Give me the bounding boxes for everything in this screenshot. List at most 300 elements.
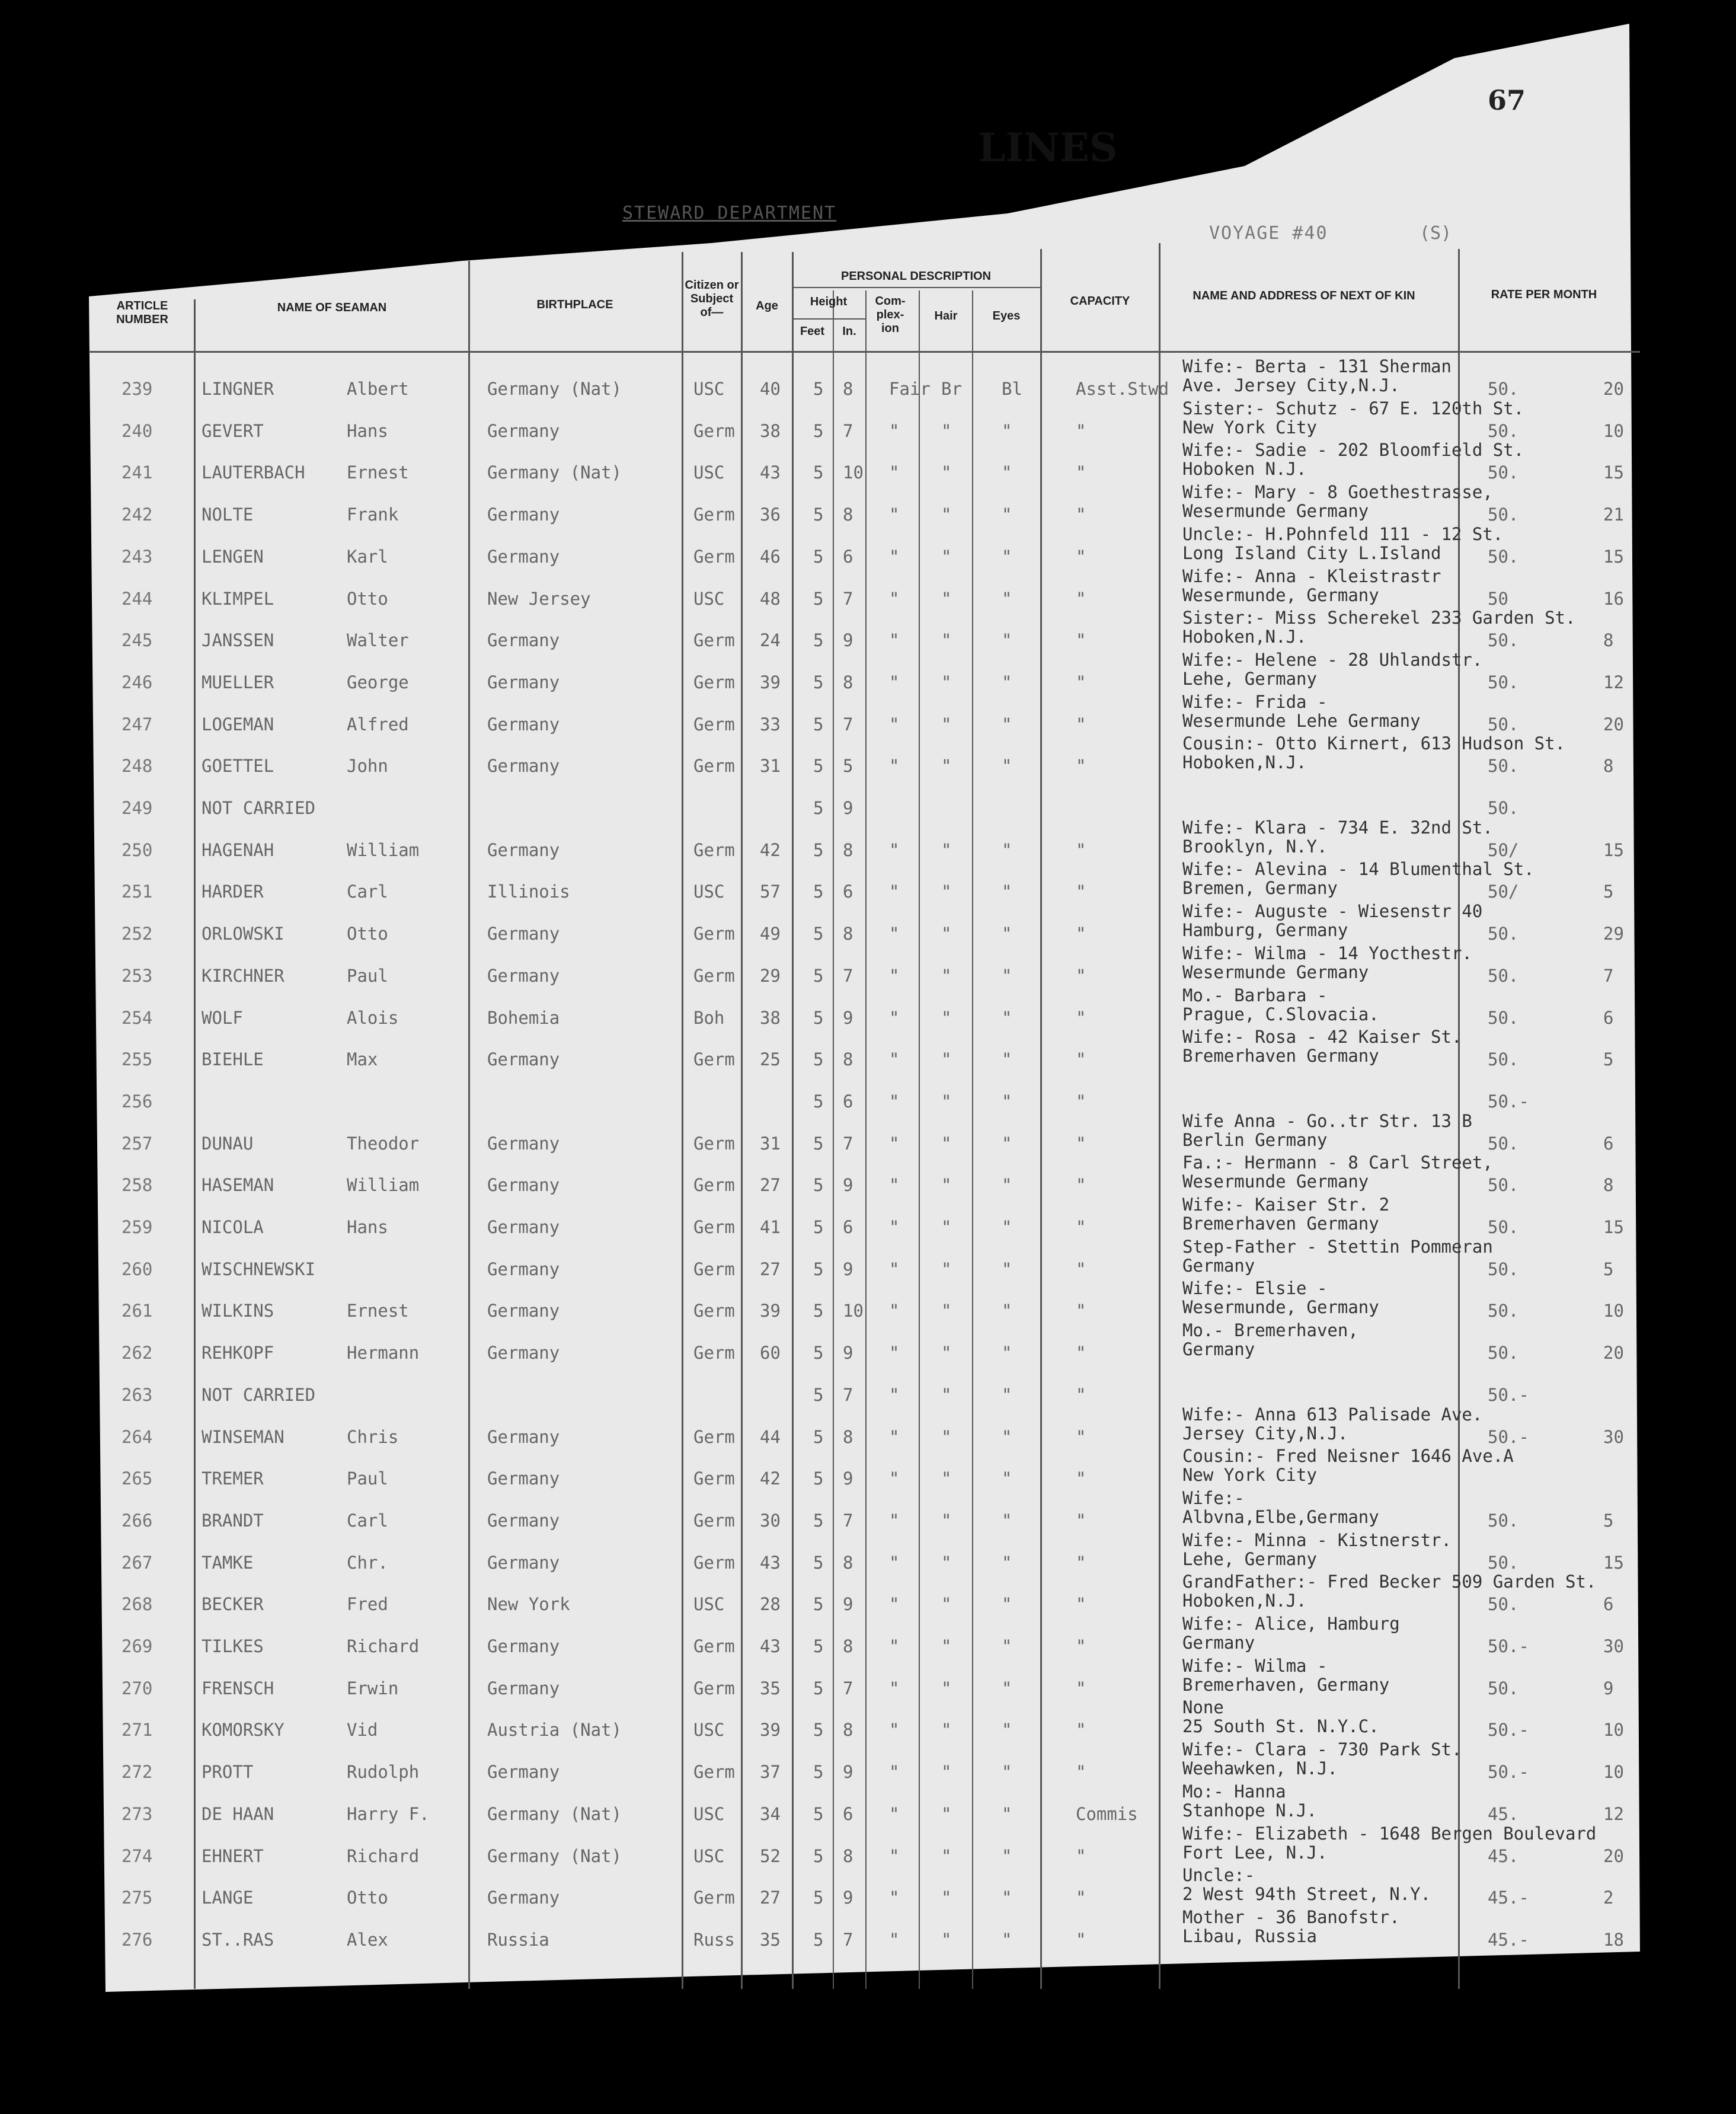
capacity: " [1076,1929,1086,1950]
age: 46 [760,546,781,567]
capacity: " [1076,1426,1086,1447]
birthplace: Germany (Nat) [487,1845,622,1866]
rate: 45.- [1488,1929,1529,1950]
seaman-surname: WISCHNEWSKI [202,1259,316,1279]
seaman-surname: EHNERT [202,1845,264,1866]
complexion: " [889,1175,900,1196]
capacity: " [1076,714,1086,735]
age: 38 [760,1007,781,1028]
citizenship: Germ [693,965,735,986]
rate: 50. [1488,924,1519,944]
height-inches: 6 [843,1091,853,1112]
next-of-kin-name: Wife:- Kaiser Str. 2 [1182,1195,1390,1215]
rate-extra: 6 [1603,1594,1614,1615]
next-of-kin-name: Wife:- Berta - 131 Sherman [1182,356,1452,376]
rate: 50. [1488,1259,1519,1279]
seaman-given-name: Albert [347,379,409,399]
seaman-given-name: Max [347,1049,378,1070]
seaman-given-name: Ernest [347,1301,409,1321]
capacity: " [1076,1007,1086,1028]
rate: 50. [1488,1217,1519,1237]
citizenship: Germ [693,1217,735,1237]
seaman-given-name: Karl [347,546,388,567]
next-of-kin-address: Bremerhaven, Germany [1182,1674,1390,1695]
next-of-kin-address: Hoboken,N.J. [1182,1591,1307,1611]
birthplace: Germany (Nat) [487,1803,622,1824]
complexion: " [889,420,900,441]
rate-extra: 9 [1603,1678,1614,1698]
citizenship: Germ [693,756,735,777]
complexion: " [889,1343,900,1363]
next-of-kin-name: Uncle:- H.Pohnfeld 111 - 12 St. [1182,523,1504,544]
next-of-kin-address: Long Island City L.Island [1182,542,1441,563]
eyes: " [1002,1091,1012,1112]
next-of-kin-name: Mo.- Bremerhaven, [1182,1320,1358,1341]
age: 40 [760,379,781,399]
complexion: " [889,672,900,692]
eyes: " [1002,1636,1012,1656]
rate: 50. [1488,756,1519,777]
complexion: " [889,1301,900,1321]
eyes: " [1002,462,1012,483]
rate: 50. [1488,1678,1519,1698]
rate: 50.- [1488,1636,1529,1656]
hair: " [941,924,952,944]
height-inches: 5 [843,756,853,777]
age: 31 [760,756,781,777]
next-of-kin-name: Sister:- Miss Scherekel 233 Garden St. [1182,608,1576,628]
rate: 45. [1488,1845,1519,1866]
citizenship: Germ [693,1552,735,1573]
seaman-surname: TILKES [202,1636,264,1656]
hair: " [941,1762,952,1783]
next-of-kin-address: Germany [1182,1339,1255,1360]
complexion: " [889,1845,900,1866]
rate-extra: 20 [1603,714,1624,735]
complexion: " [889,1552,900,1573]
birthplace: Bohemia [487,1007,560,1028]
next-of-kin-address: Hoboken N.J. [1182,459,1307,480]
hair: " [941,1091,952,1112]
birthplace: Germany (Nat) [487,379,622,399]
col-rate-per-month: RATE PER MONTH [1491,288,1597,301]
hair: " [941,1133,952,1154]
seaman-surname: GEVERT [202,420,264,441]
article-number: 268 [122,1594,153,1615]
seaman-given-name: Chris [347,1426,399,1447]
next-of-kin-address: Germany [1182,1633,1255,1653]
height-inches: 7 [843,714,853,735]
rate-extra: 5 [1603,1510,1614,1531]
citizenship: Germ [693,1049,735,1070]
hair: " [941,1007,952,1028]
rate: 50.- [1488,1762,1529,1783]
seaman-surname: WINSEMAN [202,1426,284,1447]
hair: " [941,1343,952,1363]
height-feet: 5 [813,462,824,483]
rate-extra: 12 [1603,1803,1624,1824]
seaman-given-name: Chr. [347,1552,388,1573]
citizenship: USC [693,1720,725,1741]
age: 43 [760,1636,781,1656]
next-of-kin-name: Cousin:- Otto Kirnert, 613 Hudson St. [1182,733,1566,754]
column-divider [741,252,743,1989]
capacity: " [1076,1762,1086,1783]
height-inches: 8 [843,1426,853,1447]
hair: " [941,546,952,567]
seaman-given-name: William [347,839,420,860]
seaman-given-name: Fred [347,1594,388,1615]
column-divider [792,252,794,1989]
citizenship: Germ [693,1301,735,1321]
citizenship: Germ [693,1678,735,1698]
rate-extra: 15 [1603,546,1624,567]
article-number: 276 [122,1929,153,1950]
height-inches: 10 [843,1301,864,1321]
seaman-surname: LAUTERBACH [202,462,305,483]
capacity: " [1076,965,1086,986]
citizenship: Germ [693,1762,735,1783]
article-number: 244 [122,588,153,609]
article-number: 257 [122,1133,153,1154]
capacity: " [1076,672,1086,692]
rate-extra: 15 [1603,1217,1624,1237]
rate-extra: 20 [1603,1343,1624,1363]
next-of-kin-name: Mother - 36 Banofstr. [1182,1907,1400,1927]
complexion: " [889,1720,900,1741]
col-eyes: Eyes [992,309,1021,322]
height-feet: 5 [813,1468,824,1489]
seaman-given-name: Paul [347,1468,388,1489]
seaman-surname: NOLTE [202,504,254,525]
complexion: " [889,1091,900,1112]
height-inches: 8 [843,1636,853,1656]
complexion: " [889,1929,900,1950]
complexion: " [889,756,900,777]
eyes: " [1002,630,1012,651]
article-number: 246 [122,672,153,692]
rate-extra: 5 [1603,1259,1614,1279]
citizenship: Germ [693,1175,735,1196]
height-inches: 10 [843,462,864,483]
rate: 45. [1488,1803,1519,1824]
citizenship: Germ [693,1468,735,1489]
birthplace: Germany [487,1217,560,1237]
hair: " [941,504,952,525]
height-feet: 5 [813,1259,824,1279]
height-inches: 9 [843,1175,853,1196]
next-of-kin-address: Hoboken,N.J. [1182,627,1307,647]
capacity: " [1076,1552,1086,1573]
height-feet: 5 [813,1217,824,1237]
hair: " [941,1468,952,1489]
seaman-given-name: Carl [347,1510,388,1531]
capacity: " [1076,1720,1086,1741]
birthplace: Germany [487,546,560,567]
rate: 50. [1488,1510,1519,1531]
capacity: " [1076,1510,1086,1531]
hair: " [941,1678,952,1698]
eyes: " [1002,1426,1012,1447]
birthplace: Germany [487,1468,560,1489]
col-hair: Hair [934,309,958,322]
capacity: " [1076,1888,1086,1908]
col-feet: Feet [800,325,825,338]
eyes: " [1002,1133,1012,1154]
capacity: " [1076,1845,1086,1866]
citizenship: USC [693,462,725,483]
height-inches: 8 [843,839,853,860]
birthplace: Germany [487,1636,560,1656]
eyes: " [1002,1468,1012,1489]
rate: 50. [1488,1133,1519,1154]
rate: 50. [1488,1007,1519,1028]
rate-extra: 10 [1603,1301,1624,1321]
capacity: " [1076,630,1086,651]
rate: 50. [1488,1343,1519,1363]
height-inches: 6 [843,1217,853,1237]
hair: " [941,839,952,860]
header-bottom-rule [89,351,1640,353]
height-feet: 5 [813,756,824,777]
seaman-surname: DUNAU [202,1133,254,1154]
citizenship: Germ [693,420,735,441]
seaman-surname: KIRCHNER [202,965,284,986]
rate: 50. [1488,1175,1519,1196]
citizenship: USC [693,379,725,399]
birthplace: New York [487,1594,570,1615]
rate: 50. [1488,714,1519,735]
birthplace: Germany [487,1552,560,1573]
article-number: 250 [122,839,153,860]
seaman-surname: ORLOWSKI [202,924,284,944]
rate-extra: 8 [1603,1175,1614,1196]
citizenship: Boh [693,1007,725,1028]
birthplace: Germany [487,1510,560,1531]
citizenship: Germ [693,1510,735,1531]
height-inches: 6 [843,882,853,902]
citizenship: USC [693,1594,725,1615]
rate-extra: 15 [1603,462,1624,483]
hair: " [941,1552,952,1573]
article-number: 242 [122,504,153,525]
rate: 50. [1488,504,1519,525]
height-inches: 6 [843,546,853,567]
hair: " [941,714,952,735]
col-complexion: Com- plex- ion [875,295,906,335]
next-of-kin-address: Bremerhaven Germany [1182,1046,1379,1066]
col-capacity: CAPACITY [1070,295,1130,308]
height-feet: 5 [813,714,824,735]
article-number: 248 [122,756,153,777]
birthplace: Germany [487,1888,560,1908]
citizenship: Germ [693,924,735,944]
next-of-kin-address: Wesermunde Germany [1182,501,1369,522]
rate: 50. [1488,798,1519,818]
seaman-given-name: Frank [347,504,399,525]
eyes: " [1002,1594,1012,1615]
next-of-kin-address: Germany [1182,1255,1255,1276]
column-divider [833,290,834,1989]
rate: 50. [1488,420,1519,441]
hair: " [941,1510,952,1531]
rate-extra: 6 [1603,1007,1614,1028]
eyes: " [1002,588,1012,609]
capacity: " [1076,1133,1086,1154]
column-divider [972,290,973,1989]
citizenship: Germ [693,1259,735,1279]
rate: 50. [1488,462,1519,483]
age: 43 [760,1552,781,1573]
next-of-kin-address: Albvna,Elbe,Germany [1182,1506,1379,1527]
seaman-given-name: Hans [347,1217,388,1237]
next-of-kin-name: Wife:- [1182,1487,1245,1508]
eyes: " [1002,1007,1012,1028]
hair: " [941,882,952,902]
seaman-given-name: Otto [347,588,388,609]
birthplace: Germany [487,1259,560,1279]
height-inches: 6 [843,1803,853,1824]
age: 30 [760,1510,781,1531]
complexion: " [889,630,900,651]
seaman-surname: LENGEN [202,546,264,567]
eyes: " [1002,1720,1012,1741]
next-of-kin-name: Wife:- Clara - 730 Park St. [1182,1739,1462,1760]
rate-extra: 20 [1603,1845,1624,1866]
seaman-given-name: Theodor [347,1133,420,1154]
birthplace: Illinois [487,882,570,902]
eyes: " [1002,1175,1012,1196]
next-of-kin-name: Step-Father - Stettin Pommeran [1182,1236,1493,1257]
height-inches: 9 [843,630,853,651]
height-feet: 5 [813,379,824,399]
birthplace: Austria (Nat) [487,1720,622,1741]
age: 34 [760,1803,781,1824]
age: 27 [760,1175,781,1196]
height-feet: 5 [813,1888,824,1908]
hair: " [941,756,952,777]
capacity: " [1076,1175,1086,1196]
eyes: " [1002,882,1012,902]
col-inches: In. [842,325,856,338]
complexion: Fair [889,379,931,399]
height-inches: 9 [843,798,853,818]
complexion: " [889,1678,900,1698]
column-divider [468,261,470,1989]
height-inches: 7 [843,1678,853,1698]
height-inches: 8 [843,504,853,525]
height-feet: 5 [813,1678,824,1698]
citizenship: Germ [693,1426,735,1447]
height-feet: 5 [813,1301,824,1321]
citizenship: Germ [693,1888,735,1908]
rate-extra: 8 [1603,756,1614,777]
capacity: " [1076,1594,1086,1615]
capacity: " [1076,1091,1086,1112]
height-feet: 5 [813,1845,824,1866]
age: 60 [760,1343,781,1363]
height-inches: 7 [843,965,853,986]
citizenship: Germ [693,714,735,735]
voyage-label: VOYAGE #40 [1209,223,1328,244]
article-number: 274 [122,1845,153,1866]
complexion: " [889,882,900,902]
age: 43 [760,462,781,483]
capacity: Asst.Stwd [1076,379,1169,399]
complexion: " [889,1803,900,1824]
next-of-kin-name: Wife:- Rosa - 42 Kaiser St. [1182,1027,1462,1048]
citizenship: USC [693,882,725,902]
hair: " [941,1594,952,1615]
next-of-kin-address: Wesermunde Germany [1182,962,1369,982]
article-number: 260 [122,1259,153,1279]
age: 27 [760,1259,781,1279]
eyes: " [1002,1762,1012,1783]
citizenship: USC [693,1845,725,1866]
eyes: " [1002,546,1012,567]
col-name-of-seaman: NAME OF SEAMAN [277,301,387,314]
height-inches: 9 [843,1594,853,1615]
seaman-given-name: Otto [347,1888,388,1908]
age: 57 [760,882,781,902]
capacity: " [1076,420,1086,441]
height-feet: 5 [813,546,824,567]
height-feet: 5 [813,882,824,902]
next-of-kin-name: Wife:- Mary - 8 Goethestrasse, [1182,482,1493,503]
seaman-surname: LANGE [202,1888,254,1908]
next-of-kin-name: Cousin:- Fred Neisner 1646 Ave.A [1182,1446,1514,1467]
column-divider [1159,243,1160,1989]
article-number: 258 [122,1175,153,1196]
col-age: Age [756,299,778,312]
rate-extra: 7 [1603,965,1614,986]
col-article-number: ARTICLE NUMBER [116,299,168,326]
birthplace: Germany [487,1049,560,1070]
article-number: 263 [122,1384,153,1405]
citizenship: USC [693,1803,725,1824]
height-inches: 9 [843,1468,853,1489]
rate: 50. [1488,379,1519,399]
seaman-given-name: William [347,1175,420,1196]
rate: 50/ [1488,839,1519,860]
height-inches: 9 [843,1343,853,1363]
next-of-kin-name: Sister:- Schutz - 67 E. 120th St. [1182,398,1524,419]
rate: 50. [1488,965,1519,986]
next-of-kin-address: Wesermunde, Germany [1182,1297,1379,1318]
next-of-kin-name: Wife:- Klara - 734 E. 32nd St. [1182,817,1493,838]
complexion: " [889,1384,900,1405]
seaman-given-name: Hans [347,420,388,441]
next-of-kin-name: Wife:- Minna - Kistnerstr. [1182,1529,1452,1550]
next-of-kin-address: Weehawken, N.J. [1182,1758,1338,1779]
capacity: " [1076,1217,1086,1237]
height-rule [792,318,865,320]
rate-extra: 10 [1603,1720,1624,1741]
rate-extra: 12 [1603,672,1624,692]
rate: 50. [1488,1049,1519,1070]
age: 36 [760,504,781,525]
height-inches: 7 [843,1384,853,1405]
height-feet: 5 [813,1091,824,1112]
rate-extra: 16 [1603,588,1624,609]
citizenship: Russ [693,1929,735,1950]
article-number: 273 [122,1803,153,1824]
article-number: 271 [122,1720,153,1741]
rate-extra: 20 [1603,379,1624,399]
seaman-surname: KOMORSKY [202,1720,284,1741]
capacity: " [1076,462,1086,483]
rate: 50.- [1488,1384,1529,1405]
